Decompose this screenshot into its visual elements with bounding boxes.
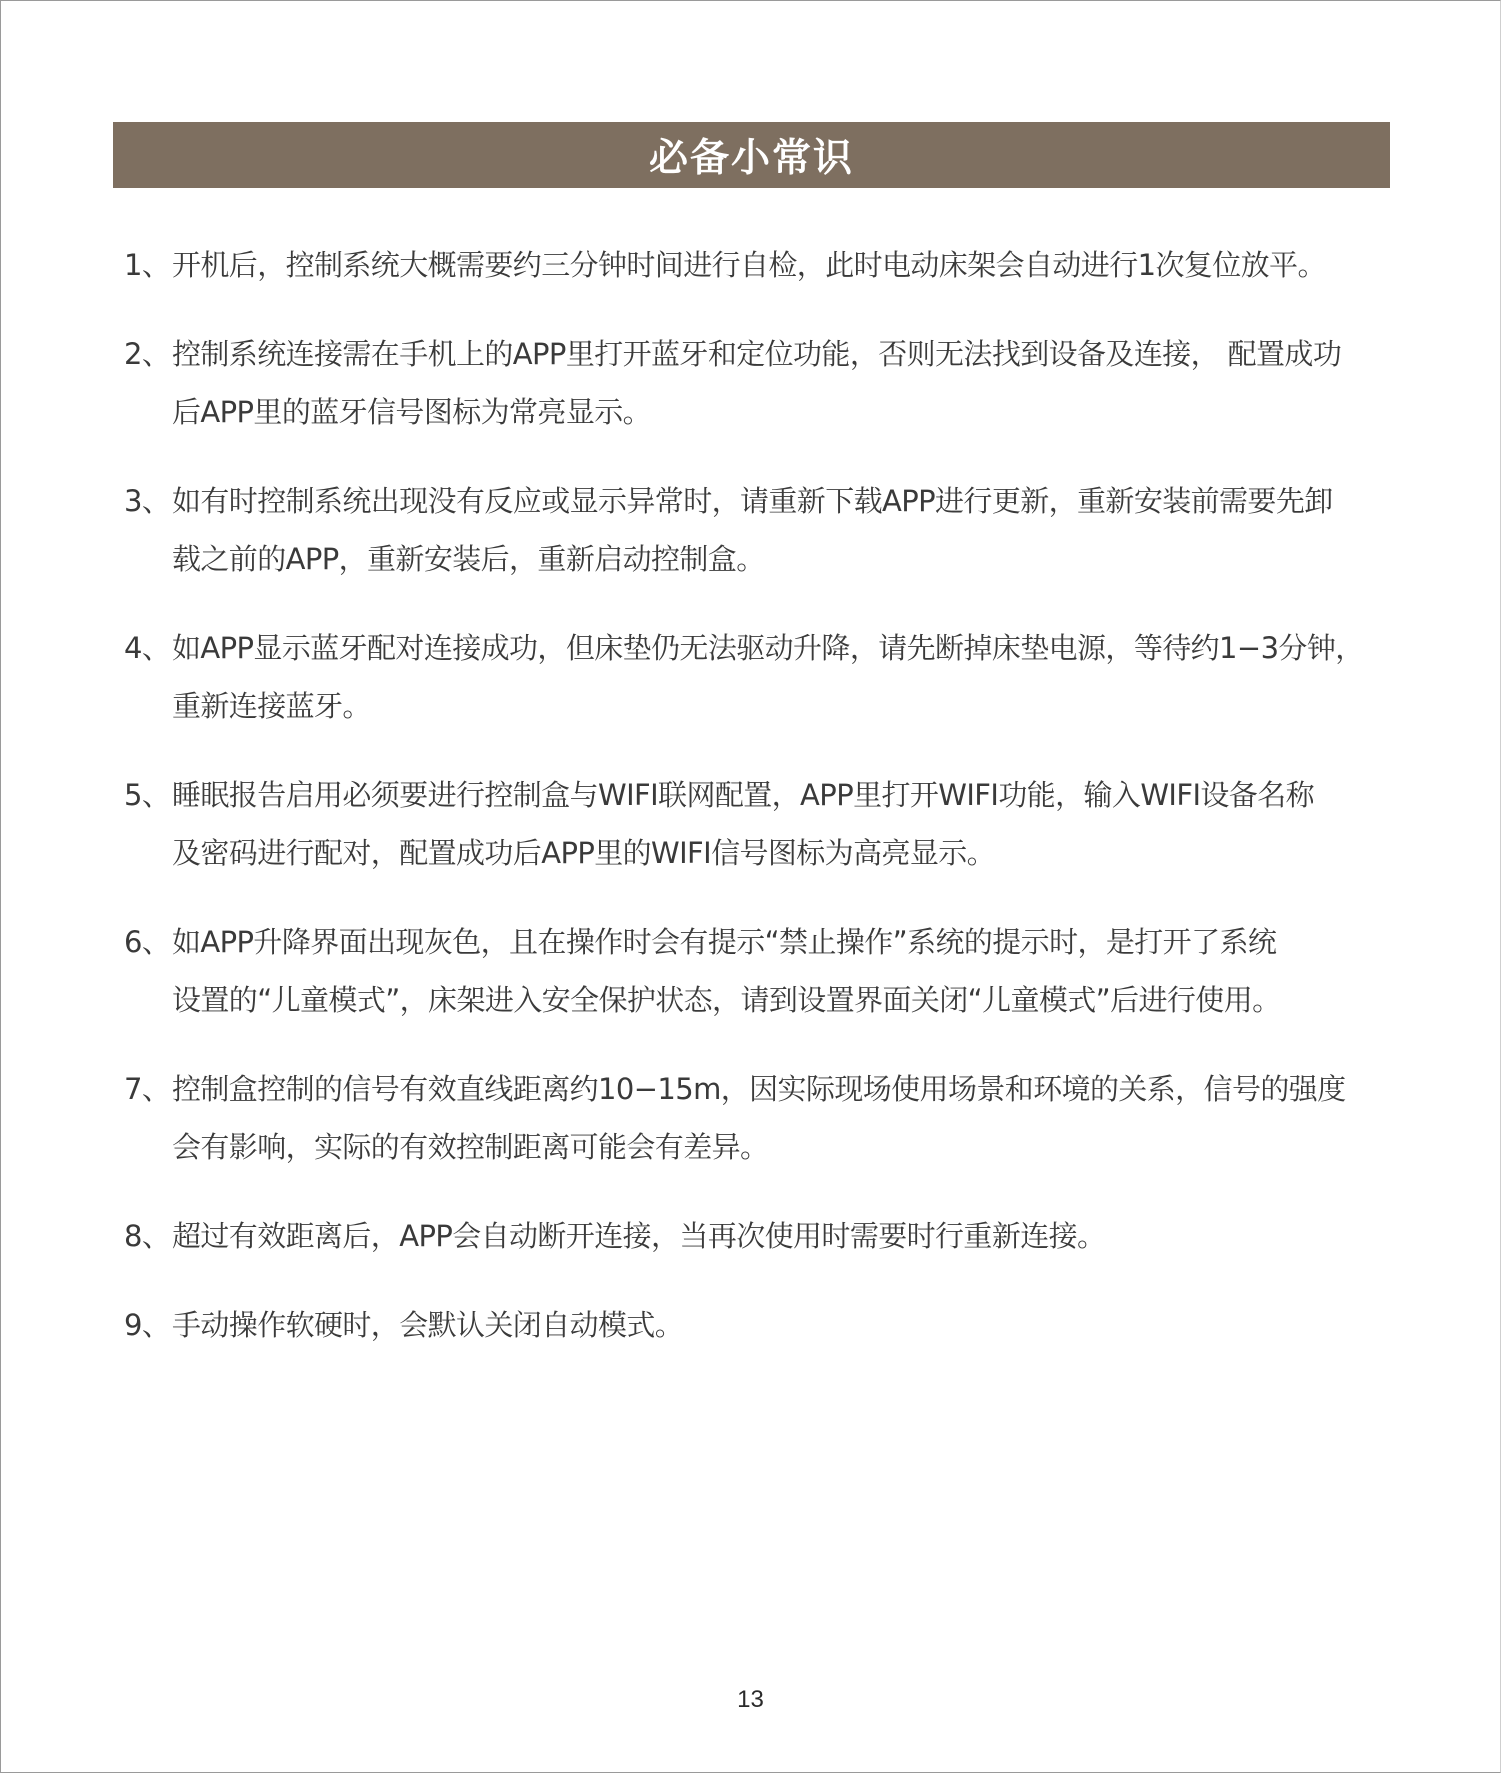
tip-line: 如APP升降界面出现灰色，且在操作时会有提示“禁止操作”系统的提示时，是打开了系统: [172, 925, 1277, 959]
tip-line: 控制系统连接需在手机上的APP里打开蓝牙和定位功能，否则无法找到设备及连接， 配置成功: [172, 337, 1342, 371]
section-title: 必备小常识: [648, 136, 854, 181]
tips-list: [124, 236, 1390, 1354]
tip-item-6: [124, 913, 1390, 1029]
tip-line: 如有时控制系统出现没有反应或显示异常时，请重新下载APP进行更新，重新安装前需要先卸: [172, 484, 1333, 518]
tip-text: [172, 619, 1390, 735]
page-number: 13: [737, 1686, 764, 1713]
tip-item-3: [124, 472, 1390, 588]
tip-line: 开机后，控制系统大概需要约三分钟时间进行自检，此时电动床架会自动进行1次复位放平。: [172, 248, 1326, 282]
tip-text: [172, 1060, 1390, 1176]
tip-line: 后APP里的蓝牙信号图标为常亮显示。: [172, 395, 652, 429]
tip-number: 4、: [124, 631, 171, 665]
tip-number: 9、: [124, 1308, 171, 1342]
tip-line: 会有影响，实际的有效控制距离可能会有差异。: [172, 1130, 769, 1164]
tip-line: 设置的“儿童模式”，床架进入安全保护状态，请到设置界面关闭“儿童模式”后进行使用。: [172, 983, 1281, 1017]
tip-item-5: [124, 766, 1390, 882]
section-title-bar: [113, 122, 1390, 188]
tip-number: 1、: [124, 248, 171, 282]
tip-line: 及密码进行配对，配置成功后APP里的WIFI信号图标为高亮显示。: [172, 836, 996, 870]
tip-number: 7、: [124, 1072, 171, 1106]
tip-line: 控制盒控制的信号有效直线距离约10−15m，因实际现场使用场景和环境的关系，信号的强度: [172, 1072, 1346, 1106]
tip-line: 超过有效距离后，APP会自动断开连接，当再次使用时需要时行重新连接。: [172, 1219, 1106, 1253]
tip-text: [172, 913, 1390, 1029]
tip-line: 手动操作软硬时，会默认关闭自动模式。: [172, 1308, 684, 1342]
tip-item-1: [124, 236, 1390, 294]
tip-line: 如APP显示蓝牙配对连接成功，但床垫仍无法驱动升降，请先断掉床垫电源，等待约1−3分钟，: [172, 631, 1364, 665]
tip-text: [172, 325, 1390, 441]
tip-number: 2、: [124, 337, 171, 371]
tip-text: [172, 236, 1390, 294]
tip-line: 载之前的APP，重新安装后，重新启动控制盒。: [172, 542, 765, 576]
tip-text: [172, 472, 1390, 588]
tip-item-9: [124, 1296, 1390, 1354]
tip-number: 8、: [124, 1219, 171, 1253]
tip-number: 3、: [124, 484, 171, 518]
tip-number: 6、: [124, 925, 171, 959]
tip-text: [172, 766, 1390, 882]
tip-line: 重新连接蓝牙。: [172, 689, 371, 723]
tip-item-8: [124, 1207, 1390, 1265]
tip-text: [172, 1296, 1390, 1354]
tip-item-7: [124, 1060, 1390, 1176]
tip-item-2: [124, 325, 1390, 441]
tip-number: 5、: [124, 778, 171, 812]
tip-text: [172, 1207, 1390, 1265]
tip-line: 睡眠报告启用必须要进行控制盒与WIFI联网配置，APP里打开WIFI功能，输入WIFI设备名称: [172, 778, 1314, 812]
tip-item-4: [124, 619, 1390, 735]
